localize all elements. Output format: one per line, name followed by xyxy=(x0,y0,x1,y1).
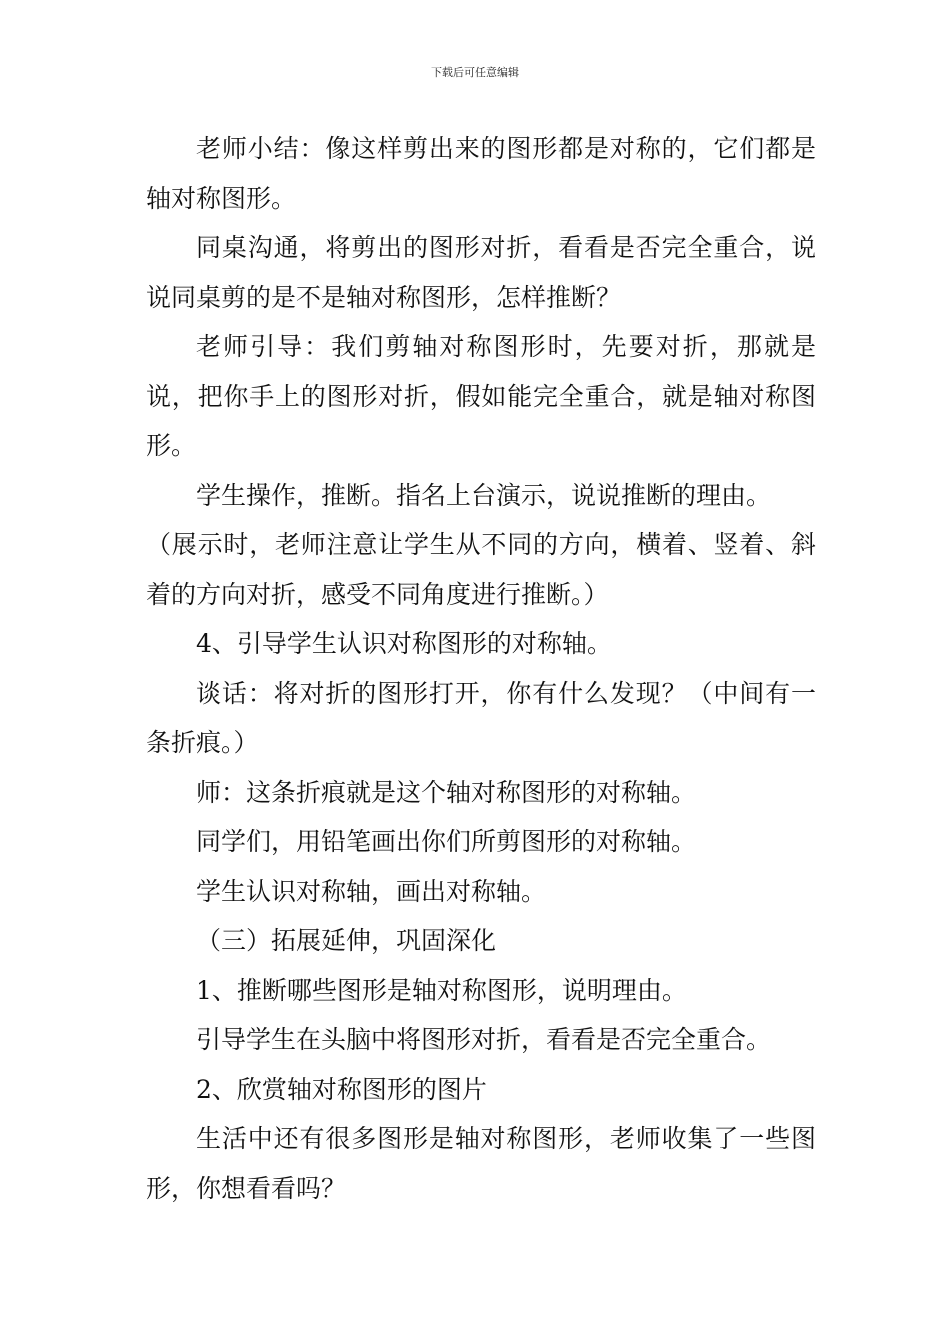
paragraph: 老师小结：像这样剪出来的图形都是对称的，它们都是轴对称图形。 xyxy=(146,134,816,213)
paragraph: 同学们，用铅笔画出你们所剪图形的对称轴。 xyxy=(196,827,697,856)
paragraph: 学生操作，推断。指名上台演示，说说推断的理由。 xyxy=(196,480,772,510)
paragraph: 引导学生在头脑中将图形对折，看看是否完全重合。 xyxy=(196,1025,772,1054)
paragraph: 老师引导：我们剪轴对称图形时，先要对折，那就是说，把你手上的图形对折，假如能完全重合，就是轴对称图形。 xyxy=(146,332,816,460)
paragraph: （展示时，老师注意让学生从不同的方向，横着、竖着、斜着的方向对折，感受不同角度进行推断。） xyxy=(146,530,816,609)
section-heading: （三）拓展延伸，巩固深化 xyxy=(196,926,497,955)
paragraph: 同桌沟通，将剪出的图形对折，看看是否完全重合，说说同桌剪的是不是轴对称图形，怎样推断？ xyxy=(146,233,816,312)
page-header: 下载后可任意编辑 xyxy=(431,66,519,79)
paragraph: 师：这条折痕就是这个轴对称图形的对称轴。 xyxy=(196,777,697,807)
paragraph: 生活中还有很多图形是轴对称图形，老师收集了一些图形，你想看看吗？ xyxy=(146,1124,816,1203)
document-body xyxy=(146,124,816,1213)
paragraph: 2、欣赏轴对称图形的图片 xyxy=(196,1074,487,1104)
paragraph: 谈话：将对折的图形打开，你有什么发现？（中间有一条折痕。） xyxy=(146,678,816,757)
paragraph: 学生认识对称轴，画出对称轴。 xyxy=(196,876,547,906)
paragraph: 1、推断哪些图形是轴对称图形，说明理由。 xyxy=(196,975,687,1005)
paragraph: 4、引导学生认识对称图形的对称轴。 xyxy=(196,629,612,658)
